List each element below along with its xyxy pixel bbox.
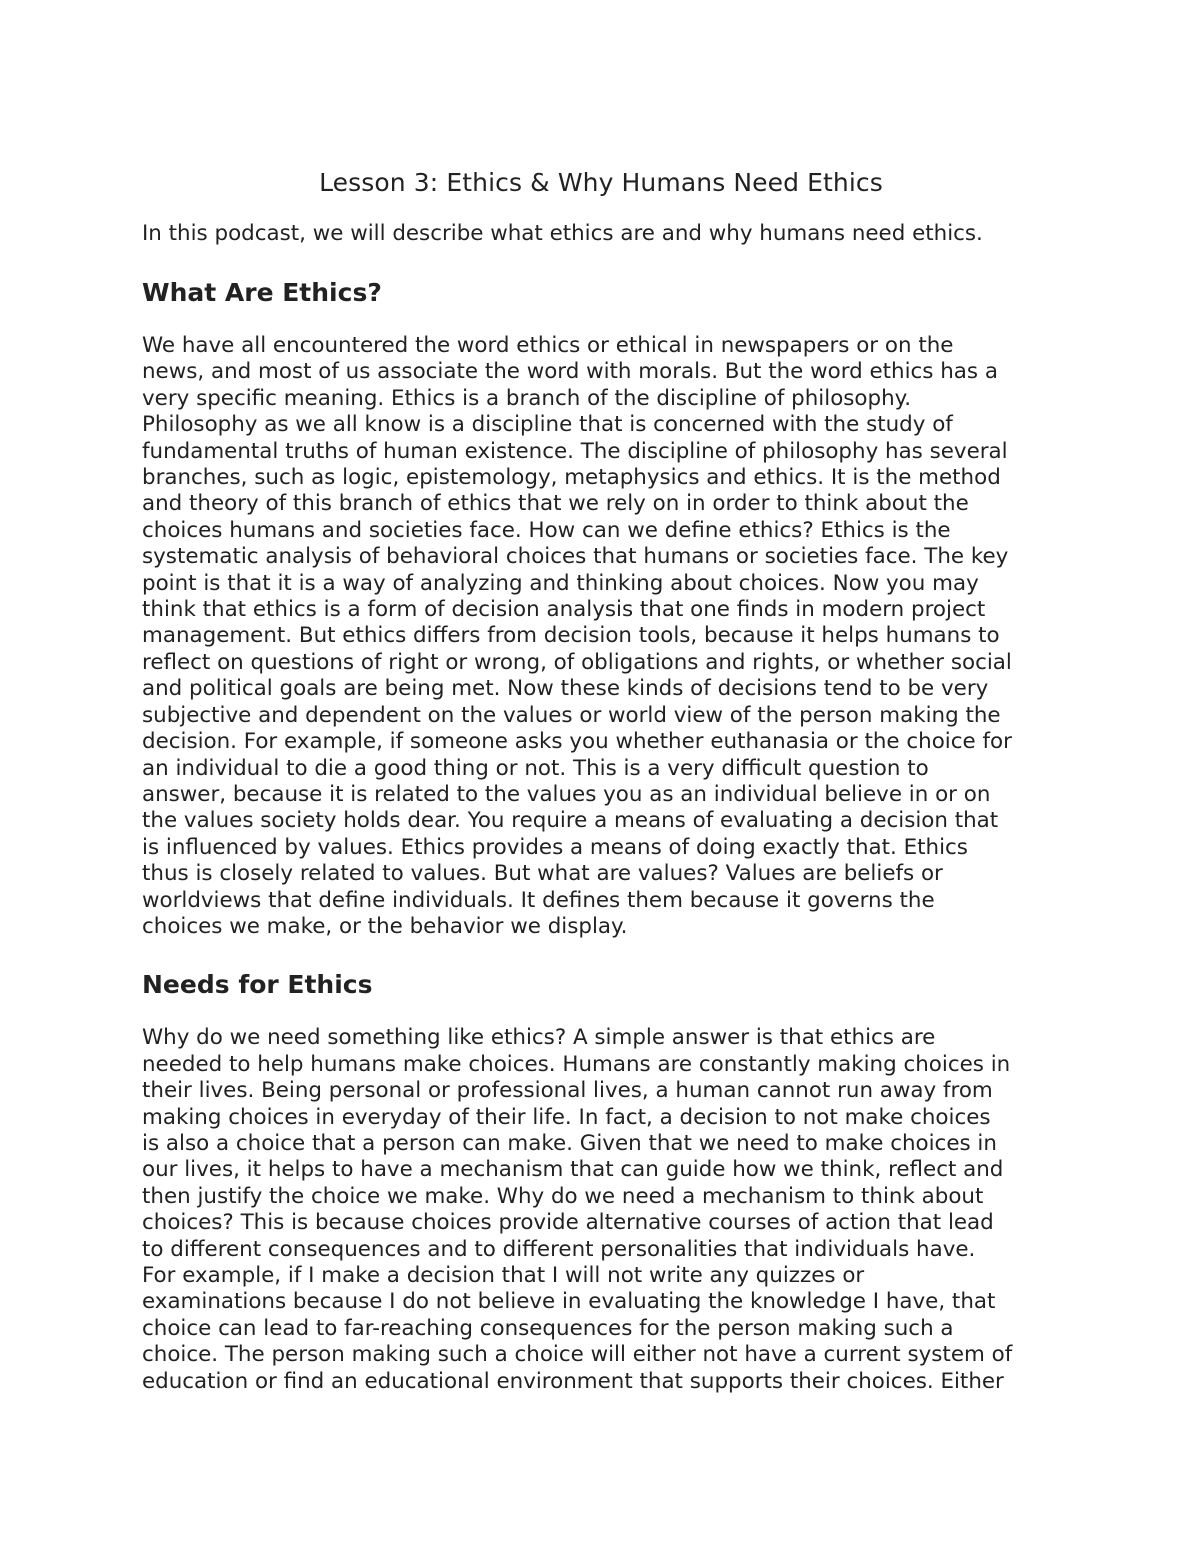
paragraph-line: our lives, it helps to have a mechanism that can guide how we think, reflect and bbox=[142, 1157, 1004, 1183]
paragraph-line: choice. The person making such a choice will either not have a current system of bbox=[142, 1342, 1013, 1368]
section-heading-what-are-ethics: What Are Ethics? bbox=[142, 278, 382, 307]
paragraph-line: fundamental truths of human existence. The discipline of philosophy has several bbox=[142, 438, 1008, 464]
paragraph-line: the values society holds dear. You require a means of evaluating a decision that bbox=[142, 808, 999, 834]
paragraph-line: then justify the choice we make. Why do we need a mechanism to think about bbox=[142, 1183, 984, 1209]
paragraph-line: subjective and dependent on the values or world view of the person making the bbox=[142, 702, 1001, 728]
paragraph-line: and theory of this branch of ethics that we rely on in order to think about the bbox=[142, 491, 969, 517]
intro-paragraph: In this podcast, we will describe what ethics are and why humans need ethics. bbox=[142, 221, 983, 246]
section-paragraph-what-are-ethics bbox=[142, 333, 1060, 940]
document-page bbox=[142, 168, 1060, 1395]
paragraph-line: Why do we need something like ethics? A simple answer is that ethics are bbox=[142, 1025, 936, 1051]
paragraph-line: choice can lead to far-reaching consequences for the person making such a bbox=[142, 1315, 954, 1341]
paragraph-line: choices? This is because choices provide alternative courses of action that lead bbox=[142, 1210, 994, 1236]
paragraph-line: answer, because it is related to the values you as an individual believe in or on bbox=[142, 781, 991, 807]
paragraph-line: decision. For example, if someone asks you whether euthanasia or the choice for bbox=[142, 729, 1012, 755]
paragraph-line: very specific meaning. Ethics is a branch of the discipline of philosophy. bbox=[142, 385, 912, 411]
section-paragraph-needs-for-ethics bbox=[142, 1025, 1060, 1395]
paragraph-line: point is that it is a way of analyzing and thinking about choices. Now you may bbox=[142, 570, 979, 596]
paragraph-line: branches, such as logic, epistemology, metaphysics and ethics. It is the method bbox=[142, 465, 1001, 491]
document-title: Lesson 3: Ethics & Why Humans Need Ethics bbox=[319, 168, 883, 197]
paragraph-line: making choices in everyday of their life. In fact, a decision to not make choices bbox=[142, 1104, 991, 1130]
paragraph-line: is also a choice that a person can make. Given that we need to make choices in bbox=[142, 1130, 997, 1156]
paragraph-line: Philosophy as we all know is a discipline that is concerned with the study of bbox=[142, 412, 953, 438]
paragraph-line: choices humans and societies face. How can we define ethics? Ethics is the bbox=[142, 517, 951, 543]
paragraph-line: their lives. Being personal or professional lives, a human cannot run away from bbox=[142, 1078, 993, 1104]
section-heading-needs-for-ethics: Needs for Ethics bbox=[142, 970, 373, 1000]
paragraph-line: management. But ethics differs from decision tools, because it helps humans to bbox=[142, 623, 1000, 649]
paragraph-line: an individual to die a good thing or not. This is a very difficult question to bbox=[142, 755, 929, 781]
paragraph-line: We have all encountered the word ethics or ethical in newspapers or on the bbox=[142, 333, 954, 358]
paragraph-line: thus is closely related to values. But what are values? Values are beliefs or bbox=[142, 861, 943, 887]
paragraph-line: For example, if I make a decision that I will not write any quizzes or bbox=[142, 1263, 865, 1288]
paragraph-line: needed to help humans make choices. Humans are constantly making choices in bbox=[142, 1051, 1011, 1077]
paragraph-line: systematic analysis of behavioral choices that humans or societies face. The key bbox=[142, 544, 1009, 570]
paragraph-line: is influenced by values. Ethics provides a means of doing exactly that. Ethics bbox=[142, 834, 968, 860]
paragraph-line: think that ethics is a form of decision analysis that one finds in modern project bbox=[142, 597, 986, 623]
paragraph-line: reflect on questions of right or wrong, of obligations and rights, or whether social bbox=[142, 649, 1012, 675]
paragraph-line: education or find an educational environment that supports their choices. Either bbox=[142, 1368, 1004, 1394]
paragraph-line: to different consequences and to different personalities that individuals have. bbox=[142, 1236, 976, 1262]
paragraph-line: examinations because I do not believe in evaluating the knowledge I have, that bbox=[142, 1289, 996, 1315]
paragraph-line: choices we make, or the behavior we display. bbox=[142, 913, 628, 939]
paragraph-line: and political goals are being met. Now these kinds of decisions tend to be very bbox=[142, 676, 989, 702]
paragraph-line: news, and most of us associate the word with morals. But the word ethics has a bbox=[142, 359, 998, 385]
paragraph-line: worldviews that define individuals. It defines them because it governs the bbox=[142, 887, 935, 913]
